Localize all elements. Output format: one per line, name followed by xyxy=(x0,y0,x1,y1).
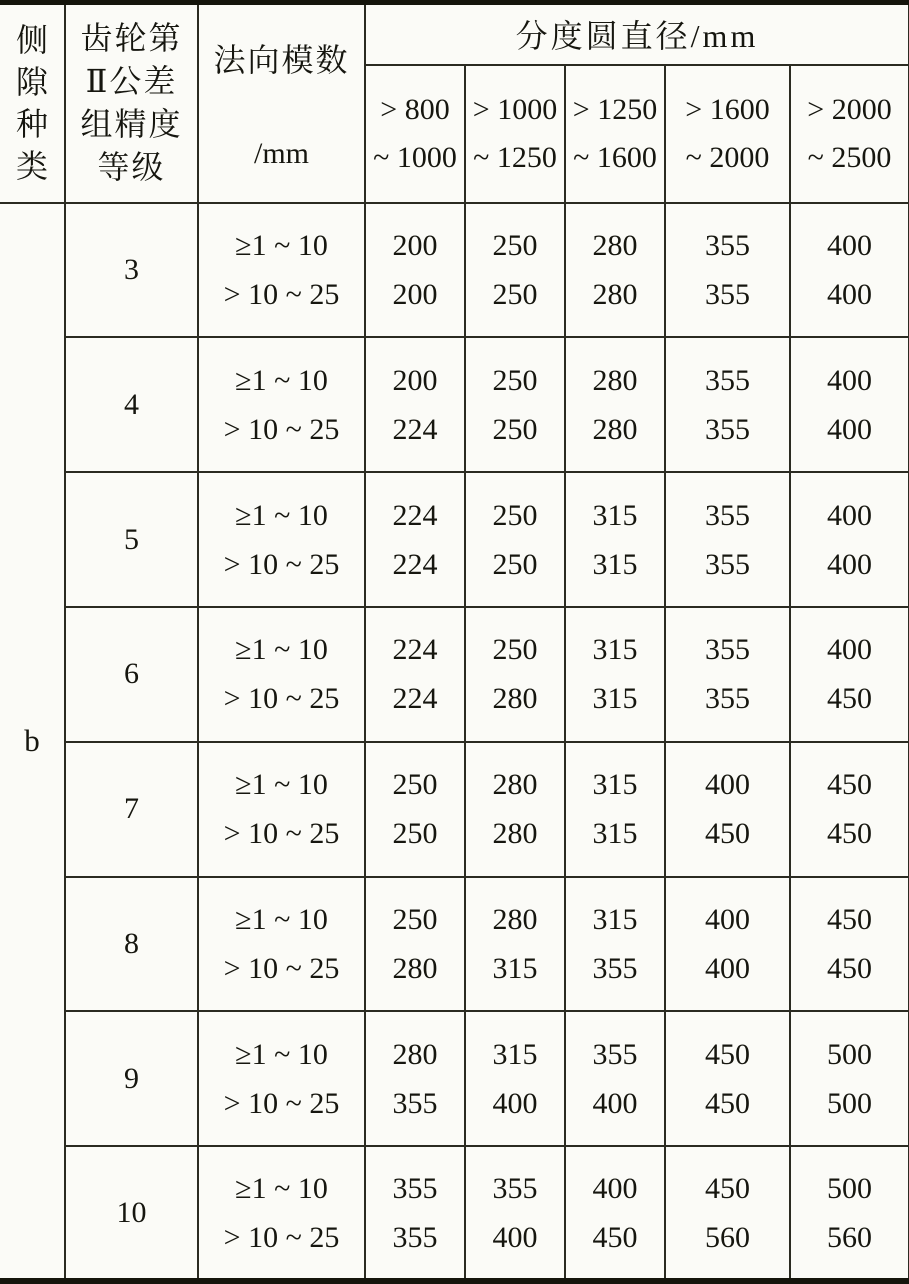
value-line: 450 xyxy=(827,682,872,716)
value-line: 315 xyxy=(592,547,638,581)
value-line: 450 xyxy=(705,1086,750,1120)
table-row xyxy=(0,1146,909,1281)
header-normal-module xyxy=(198,3,365,203)
grade-cell: 4 xyxy=(65,337,198,472)
grade-cell: 6 xyxy=(65,607,198,742)
value-cell xyxy=(665,877,790,1012)
module-range-line: ≥1 ~ 10 xyxy=(235,1171,328,1205)
table-row xyxy=(0,742,909,877)
grade-cell: 10 xyxy=(65,1146,198,1281)
value-line: 450 xyxy=(827,902,872,936)
header-grade-column xyxy=(65,3,198,203)
value-cell xyxy=(465,607,565,742)
table-row xyxy=(0,337,909,472)
value-line: 315 xyxy=(592,817,638,851)
backlash-header-char: 种 xyxy=(15,106,48,143)
value-line: 224 xyxy=(392,412,438,446)
value-line: 280 xyxy=(592,277,638,311)
diameter-range-header xyxy=(665,65,790,203)
module-range-line: ≥1 ~ 10 xyxy=(235,902,328,936)
value-line: 450 xyxy=(827,817,872,851)
value-line: 280 xyxy=(492,902,538,936)
value-line: 355 xyxy=(392,1171,438,1205)
module-range-line: ≥1 ~ 10 xyxy=(235,768,328,802)
module-range-cell xyxy=(198,1011,365,1146)
value-cell xyxy=(465,1011,565,1146)
value-cell xyxy=(665,607,790,742)
table-row xyxy=(0,1011,909,1146)
value-cell xyxy=(790,877,909,1012)
value-line: 560 xyxy=(827,1220,872,1254)
value-line: 250 xyxy=(492,228,538,262)
value-cell xyxy=(790,742,909,877)
value-cell xyxy=(465,742,565,877)
value-line: 315 xyxy=(592,682,638,716)
value-cell xyxy=(665,1011,790,1146)
value-line: 400 xyxy=(492,1086,538,1120)
value-line: 500 xyxy=(827,1037,872,1071)
module-range-cell xyxy=(198,1146,365,1281)
value-line: 400 xyxy=(705,902,750,936)
module-range-line: > 10 ~ 25 xyxy=(223,817,340,851)
module-range-line: > 10 ~ 25 xyxy=(223,547,340,581)
value-line: 355 xyxy=(592,1037,638,1071)
table-row xyxy=(0,203,909,338)
value-cell xyxy=(465,203,565,338)
grade-cell: 8 xyxy=(65,877,198,1012)
value-line: 315 xyxy=(492,1037,538,1071)
value-line: 280 xyxy=(592,412,638,446)
value-cell xyxy=(565,607,665,742)
value-cell xyxy=(790,472,909,607)
header-backlash-type xyxy=(0,3,65,203)
module-header-title: 法向模数 xyxy=(213,42,350,79)
value-cell xyxy=(665,203,790,338)
value-line: 280 xyxy=(492,768,538,802)
value-cell xyxy=(790,203,909,338)
module-range-line: > 10 ~ 25 xyxy=(223,682,340,716)
value-line: 355 xyxy=(705,277,750,311)
value-cell xyxy=(565,742,665,877)
value-cell xyxy=(365,203,465,338)
module-range-line: > 10 ~ 25 xyxy=(223,1086,340,1120)
value-cell xyxy=(465,1146,565,1281)
value-cell xyxy=(565,877,665,1012)
value-line: 400 xyxy=(827,228,872,262)
value-cell xyxy=(665,472,790,607)
value-line: 450 xyxy=(827,768,872,802)
module-range-line: ≥1 ~ 10 xyxy=(235,363,328,397)
diameter-range-header xyxy=(565,65,665,203)
value-line: 400 xyxy=(492,1220,538,1254)
value-cell xyxy=(465,877,565,1012)
value-line: 400 xyxy=(827,498,872,532)
value-cell xyxy=(665,1146,790,1281)
value-line: 450 xyxy=(592,1220,638,1254)
value-line: 400 xyxy=(827,633,872,667)
value-cell xyxy=(365,742,465,877)
grade-header-line: Ⅱ公差 xyxy=(85,63,178,100)
range-gt: > 800 xyxy=(380,92,450,126)
value-line: 250 xyxy=(392,817,438,851)
value-line: 355 xyxy=(705,682,750,716)
range-gt: > 1250 xyxy=(572,92,658,126)
module-range-cell xyxy=(198,472,365,607)
value-line: 400 xyxy=(705,951,750,985)
value-line: 560 xyxy=(705,1220,750,1254)
value-line: 500 xyxy=(827,1086,872,1120)
value-line: 400 xyxy=(827,277,872,311)
value-line: 450 xyxy=(827,951,872,985)
value-cell xyxy=(365,1146,465,1281)
value-line: 355 xyxy=(492,1171,538,1205)
module-range-line: ≥1 ~ 10 xyxy=(235,633,328,667)
value-cell xyxy=(790,607,909,742)
value-line: 250 xyxy=(492,412,538,446)
value-line: 450 xyxy=(705,1037,750,1071)
table-row xyxy=(0,472,909,607)
value-line: 250 xyxy=(492,498,538,532)
value-line: 355 xyxy=(705,633,750,667)
value-line: 250 xyxy=(392,768,438,802)
value-line: 250 xyxy=(492,363,538,397)
module-range-cell xyxy=(198,877,365,1012)
backlash-type-cell: b xyxy=(0,203,65,1282)
module-range-line: > 10 ~ 25 xyxy=(223,1220,340,1254)
module-range-line: ≥1 ~ 10 xyxy=(235,498,328,532)
value-line: 200 xyxy=(392,277,438,311)
value-cell xyxy=(565,203,665,338)
value-line: 355 xyxy=(705,498,750,532)
module-range-cell xyxy=(198,742,365,877)
module-range-line: > 10 ~ 25 xyxy=(223,951,340,985)
value-line: 315 xyxy=(592,902,638,936)
backlash-header-char: 隙 xyxy=(15,64,48,101)
range-to: ~ 1000 xyxy=(373,140,457,174)
range-gt: > 2000 xyxy=(807,92,892,126)
value-line: 400 xyxy=(827,363,872,397)
value-cell xyxy=(665,337,790,472)
backlash-header-char: 类 xyxy=(15,148,48,185)
module-range-cell xyxy=(198,203,365,338)
value-cell xyxy=(665,742,790,877)
module-range-line: ≥1 ~ 10 xyxy=(235,228,328,262)
value-line: 224 xyxy=(392,633,438,667)
value-line: 400 xyxy=(827,412,872,446)
value-line: 355 xyxy=(392,1086,438,1120)
value-line: 280 xyxy=(592,363,638,397)
value-line: 400 xyxy=(592,1086,638,1120)
module-range-line: > 10 ~ 25 xyxy=(223,412,340,446)
value-cell xyxy=(565,472,665,607)
value-line: 400 xyxy=(705,768,750,802)
table-row xyxy=(0,607,909,742)
value-cell xyxy=(790,1011,909,1146)
value-cell xyxy=(565,1011,665,1146)
value-cell xyxy=(365,1011,465,1146)
value-line: 280 xyxy=(492,817,538,851)
value-line: 355 xyxy=(705,547,750,581)
value-line: 450 xyxy=(705,1171,750,1205)
value-cell xyxy=(365,607,465,742)
value-line: 400 xyxy=(592,1171,638,1205)
module-range-cell xyxy=(198,337,365,472)
value-line: 500 xyxy=(827,1171,872,1205)
grade-cell: 3 xyxy=(65,203,198,338)
value-line: 224 xyxy=(392,547,438,581)
value-line: 315 xyxy=(492,951,538,985)
value-cell xyxy=(365,337,465,472)
value-cell xyxy=(790,1146,909,1281)
range-to: ~ 2000 xyxy=(685,140,770,174)
value-line: 250 xyxy=(492,547,538,581)
value-line: 250 xyxy=(492,277,538,311)
value-line: 250 xyxy=(492,633,538,667)
header-pitch-diameter: 分度圆直径/mm xyxy=(365,3,909,65)
value-line: 280 xyxy=(592,228,638,262)
value-line: 280 xyxy=(492,682,538,716)
range-to: ~ 1250 xyxy=(473,140,557,174)
value-line: 315 xyxy=(592,633,638,667)
value-line: 280 xyxy=(392,1037,438,1071)
value-line: 355 xyxy=(705,363,750,397)
value-line: 224 xyxy=(392,498,438,532)
value-cell xyxy=(465,472,565,607)
value-line: 355 xyxy=(592,951,638,985)
range-gt: > 1000 xyxy=(472,92,558,126)
value-line: 200 xyxy=(392,228,438,262)
module-header-unit: /mm xyxy=(253,137,309,171)
value-line: 280 xyxy=(392,951,438,985)
value-line: 200 xyxy=(392,363,438,397)
grade-cell: 5 xyxy=(65,472,198,607)
table-row xyxy=(0,877,909,1012)
value-cell xyxy=(565,337,665,472)
value-line: 224 xyxy=(392,682,438,716)
value-line: 355 xyxy=(705,228,750,262)
grade-header-line: 齿轮第 xyxy=(80,20,183,57)
module-range-line: > 10 ~ 25 xyxy=(223,277,340,311)
grade-cell: 9 xyxy=(65,1011,198,1146)
range-to: ~ 1600 xyxy=(573,140,657,174)
value-cell xyxy=(790,337,909,472)
value-line: 250 xyxy=(392,902,438,936)
value-line: 355 xyxy=(392,1220,438,1254)
value-line: 355 xyxy=(705,412,750,446)
value-cell xyxy=(365,472,465,607)
diameter-range-header xyxy=(790,65,909,203)
range-to: ~ 2500 xyxy=(807,140,892,174)
value-line: 450 xyxy=(705,817,750,851)
value-cell xyxy=(565,1146,665,1281)
value-cell xyxy=(365,877,465,1012)
grade-cell: 7 xyxy=(65,742,198,877)
diameter-range-header xyxy=(365,65,465,203)
module-range-cell xyxy=(198,607,365,742)
backlash-header-char: 侧 xyxy=(15,22,48,59)
value-line: 315 xyxy=(592,768,638,802)
module-range-line: ≥1 ~ 10 xyxy=(235,1037,328,1071)
value-cell xyxy=(465,337,565,472)
value-line: 400 xyxy=(827,547,872,581)
grade-header-line: 等级 xyxy=(97,149,166,186)
range-gt: > 1600 xyxy=(685,92,770,126)
grade-header-line: 组精度 xyxy=(80,106,183,143)
diameter-range-header xyxy=(465,65,565,203)
value-line: 315 xyxy=(592,498,638,532)
